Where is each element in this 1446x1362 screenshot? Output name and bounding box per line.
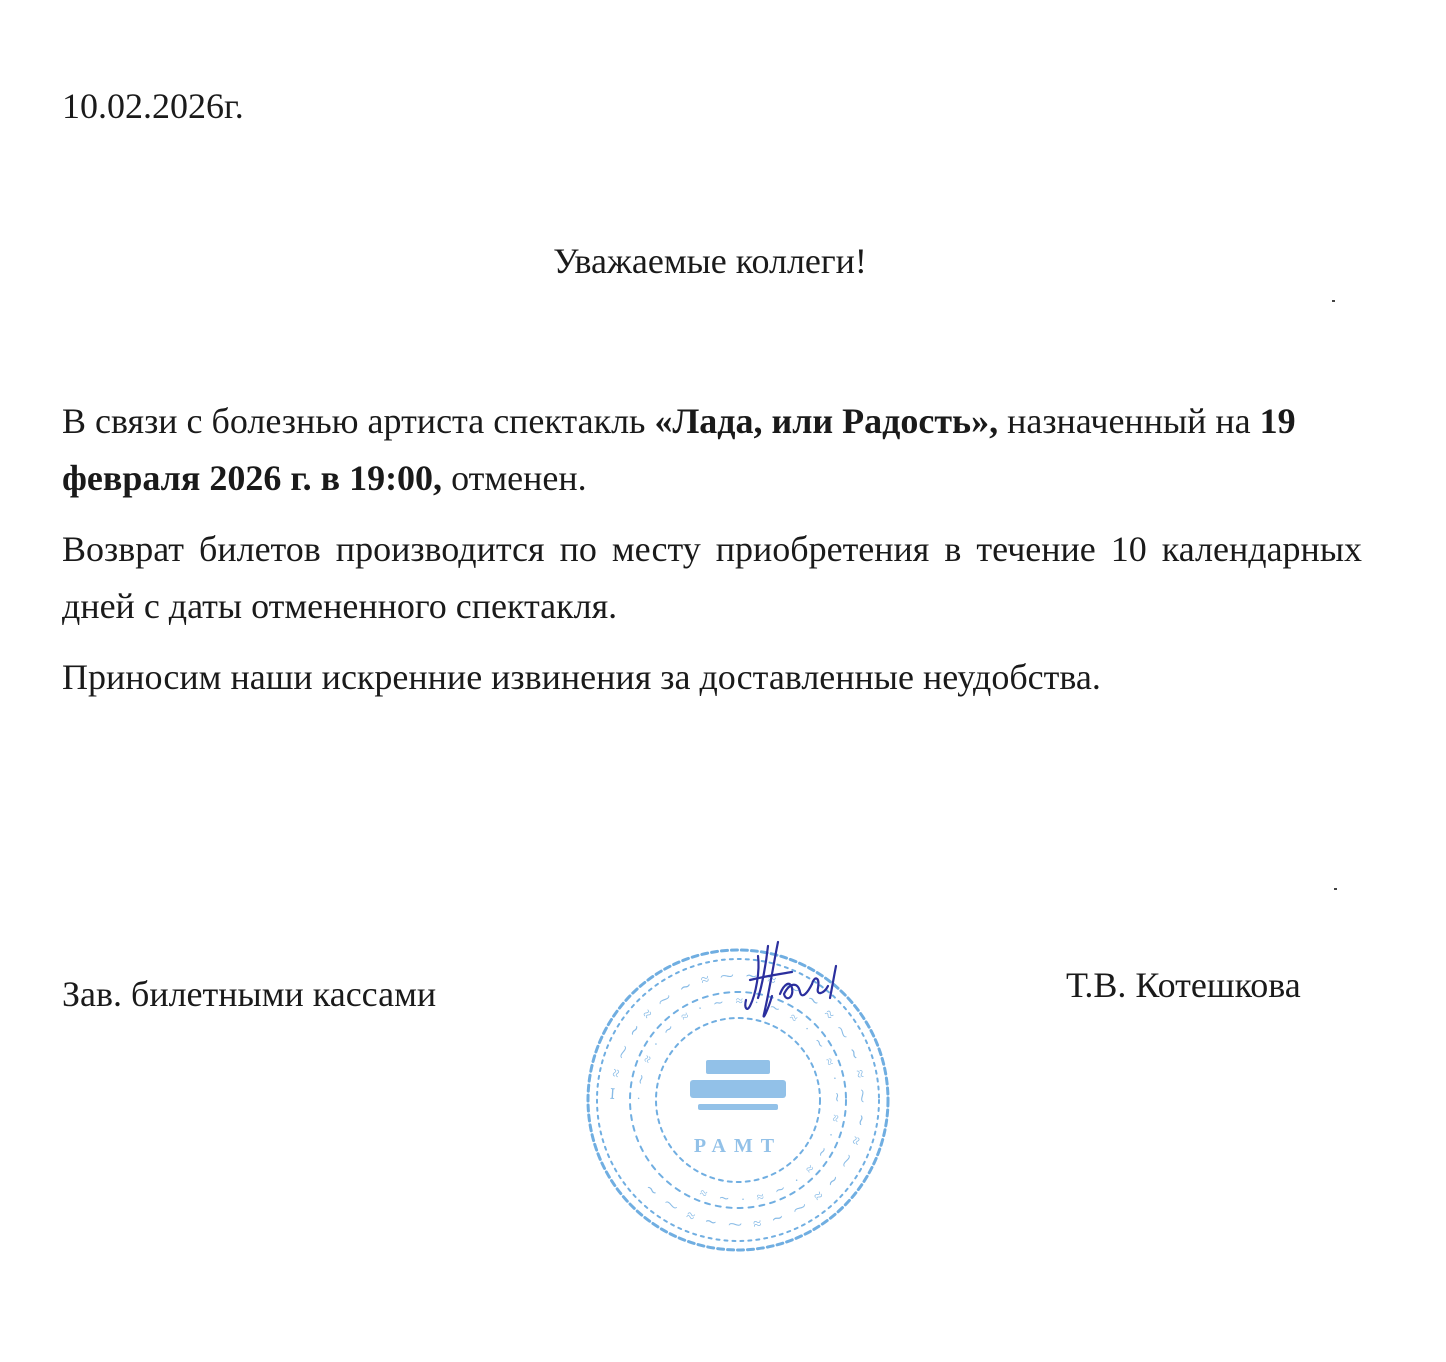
signature-stroke-6 [812,978,828,993]
signature-stroke-2 [764,942,778,1017]
signer-position: Зав. билетными кассами [62,974,437,1014]
stamp-center-text: РАМТ [693,1135,783,1157]
paragraph-cancellation [62,393,1362,507]
show-date-time: 19 февраля 2026 г. в 19:00, [62,401,1296,498]
signature-stroke-7 [830,966,836,998]
scan-speck [1332,300,1335,302]
letter-body [62,393,1362,706]
paragraph-cancellation-middle: назначенный на [998,401,1260,441]
paragraph-cancellation-end: отменен. [442,458,587,498]
stamp-emblem-bar-1 [706,1060,770,1074]
paragraph-apology: Приносим наши искренние извинения за доставленные неудобства. [62,657,1101,697]
scan-speck [1334,888,1337,890]
paragraph-cancellation-intro: В связи с болезнью артиста спектакль [62,401,655,441]
stamp-outer-lettering: ꟷ ≈ ⁓ ∼ ≈ ⁓ ∼ ≈ ⁓ ∼ ≈ ⁓ ∼ ≈ ⁓ ∼ ≈ ⁓ ∼ ≈ ⁓ ∼ ≈ ⁓ ∼ ≈ ⁓ ∼ ≈ ⁓ ∼ [605,967,871,1233]
paragraph-refund: Возврат билетов производится по месту приобретения в течение 10 календарных дней с даты отмененного спектакля. [62,529,1362,626]
greeting: Уважаемые коллеги! [553,241,867,281]
stamp-inner-lettering: ∙ ∼ ≈ ∙ ∼ ≈ ∙ ∼ ≈ ∙ ∼ ≈ ∙ ∼ ≈ ∙ ∼ ≈ ∙ ∼ ≈ ∙ ∼ ≈ ∙ ∼ ≈ [630,992,846,1208]
stamp-emblem-bar-2 [690,1080,786,1098]
stamp-ring-4 [656,1018,820,1182]
handwritten-signature [720,936,850,1026]
signature-strokes [745,942,836,1017]
signature-stroke-5 [780,984,812,999]
document-date: 10.02.2026г. [62,86,244,126]
stamp-center-emblem [690,1060,786,1157]
signer-name: Т.В. Котешкова [1066,965,1301,1005]
signature-stroke-3 [758,946,768,998]
stamp-emblem-bar-3 [698,1104,778,1110]
show-title: «Лада, или Радость», [654,401,999,441]
signature-stroke-1 [745,956,758,1009]
